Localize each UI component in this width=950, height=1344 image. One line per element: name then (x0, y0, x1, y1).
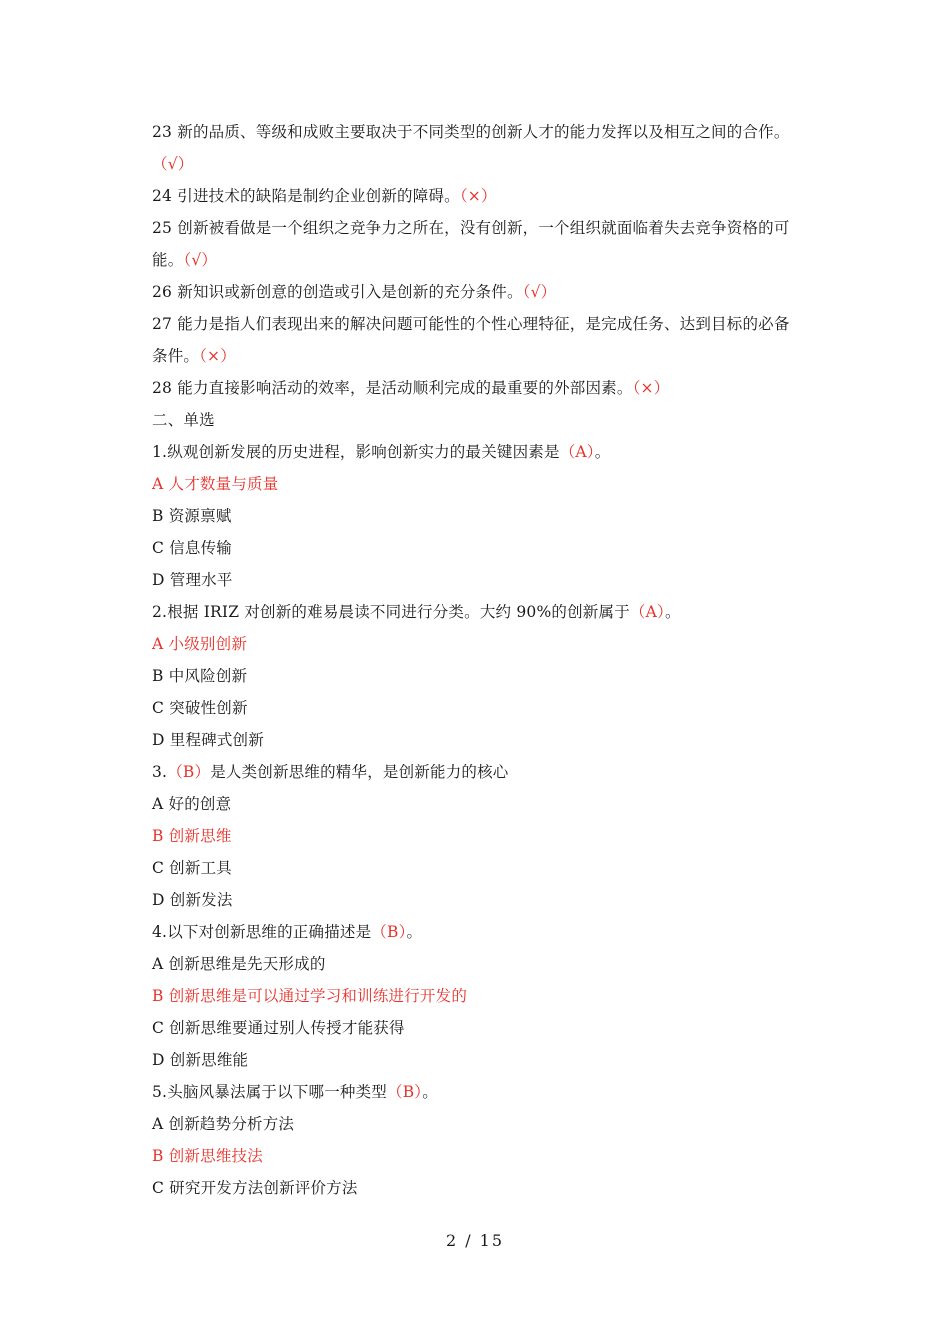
question-text: 2.根据 IRIZ 对创新的难易晨读不同进行分类。大约 90%的创新属于 (152, 603, 630, 621)
answer-mark: （√） (183, 251, 218, 269)
answer-mark: （A） (559, 443, 595, 461)
option: A 好的创意 (152, 795, 232, 813)
option: D 创新发法 (152, 891, 233, 909)
answer-mark: （B） (387, 1083, 423, 1101)
question-tail: 。 (664, 603, 681, 621)
option: C 研究开发方法创新评价方法 (152, 1179, 358, 1197)
option: C 突破性创新 (152, 699, 248, 717)
option: C 信息传输 (152, 539, 232, 557)
question-text-cont: 能。 (152, 251, 184, 269)
option: A 创新思维是先天形成的 (152, 955, 326, 973)
option: B 资源禀赋 (152, 507, 232, 525)
question-text: 27 能力是指人们表现出来的解决问题可能性的个性心理特征，是完成任务、达到目标的必备 (152, 315, 790, 333)
answer-mark: （×） (632, 379, 670, 397)
answer-mark: （B） (371, 923, 407, 941)
section-title: 二、单选 (152, 411, 215, 429)
question-text: 24 引进技术的缺陷是制约企业创新的障碍。 (152, 187, 460, 205)
answer-mark: （×） (199, 347, 236, 365)
tf-item-25-cont (152, 244, 832, 276)
answer-mark: （B） (167, 763, 211, 781)
question-tail: 。 (406, 923, 423, 941)
mc-question-5 (152, 1076, 832, 1108)
tf-item-23 (152, 116, 832, 148)
page-number: 2 / 15 (445, 1231, 505, 1250)
tf-item-26 (152, 276, 832, 308)
mc-question-3 (152, 756, 832, 788)
tf-item-23-answer-line (152, 148, 832, 180)
question-text: 3. (152, 763, 168, 781)
tf-item-27 (152, 308, 832, 340)
option: B 中风险创新 (152, 667, 248, 685)
mc-question-1 (152, 436, 832, 468)
question-tail: 。 (594, 443, 611, 461)
question-text: 25 创新被看做是一个组织之竞争力之所在，没有创新，一个组织就面临着失去竞争资格的可 (152, 219, 790, 237)
tf-item-27-cont (152, 340, 832, 372)
option: C 创新思维要通过别人传授才能获得 (152, 1019, 405, 1037)
option: C 创新工具 (152, 859, 232, 877)
option: A 创新趋势分析方法 (152, 1115, 295, 1133)
tf-item-24 (152, 180, 832, 212)
mc-question-4 (152, 916, 832, 948)
answer-mark: （√） (522, 283, 557, 301)
option: D 里程碑式创新 (152, 731, 264, 749)
question-text: 5.头脑风暴法属于以下哪一种类型 (152, 1083, 387, 1101)
question-text: 28 能力直接影响活动的效率，是活动顺利完成的最重要的外部因素。 (152, 379, 633, 397)
question-text: 23 新的品质、等级和成败主要取决于不同类型的创新人才的能力发挥以及相互之间的合作。 (152, 123, 790, 141)
option: D 管理水平 (152, 571, 233, 589)
option-correct: B 创新思维是可以通过学习和训练进行开发的 (152, 987, 468, 1005)
question-tail: 是人类创新思维的精华，是创新能力的核心 (210, 763, 509, 781)
question-tail: 。 (422, 1083, 438, 1101)
tf-item-25 (152, 212, 832, 244)
question-text-cont: 条件。 (152, 347, 200, 365)
page-content (152, 116, 832, 1204)
option: D 创新思维能 (152, 1051, 249, 1069)
tf-item-28 (152, 372, 832, 404)
answer-mark: （√） (152, 155, 194, 173)
answer-mark: （×） (459, 187, 497, 205)
mc-question-2 (152, 596, 832, 628)
option-correct: B 创新思维技法 (152, 1147, 263, 1165)
question-text: 26 新知识或新创意的创造或引入是创新的充分条件。 (152, 283, 523, 301)
option-correct: A 人才数量与质量 (152, 475, 279, 493)
option-correct: A 小级别创新 (152, 635, 248, 653)
question-text: 1.纵观创新发展的历史进程，影响创新实力的最关键因素是 (152, 443, 560, 461)
option-correct: B 创新思维 (152, 827, 232, 845)
answer-mark: （A） (629, 603, 665, 621)
question-text: 4.以下对创新思维的正确描述是 (152, 923, 372, 941)
